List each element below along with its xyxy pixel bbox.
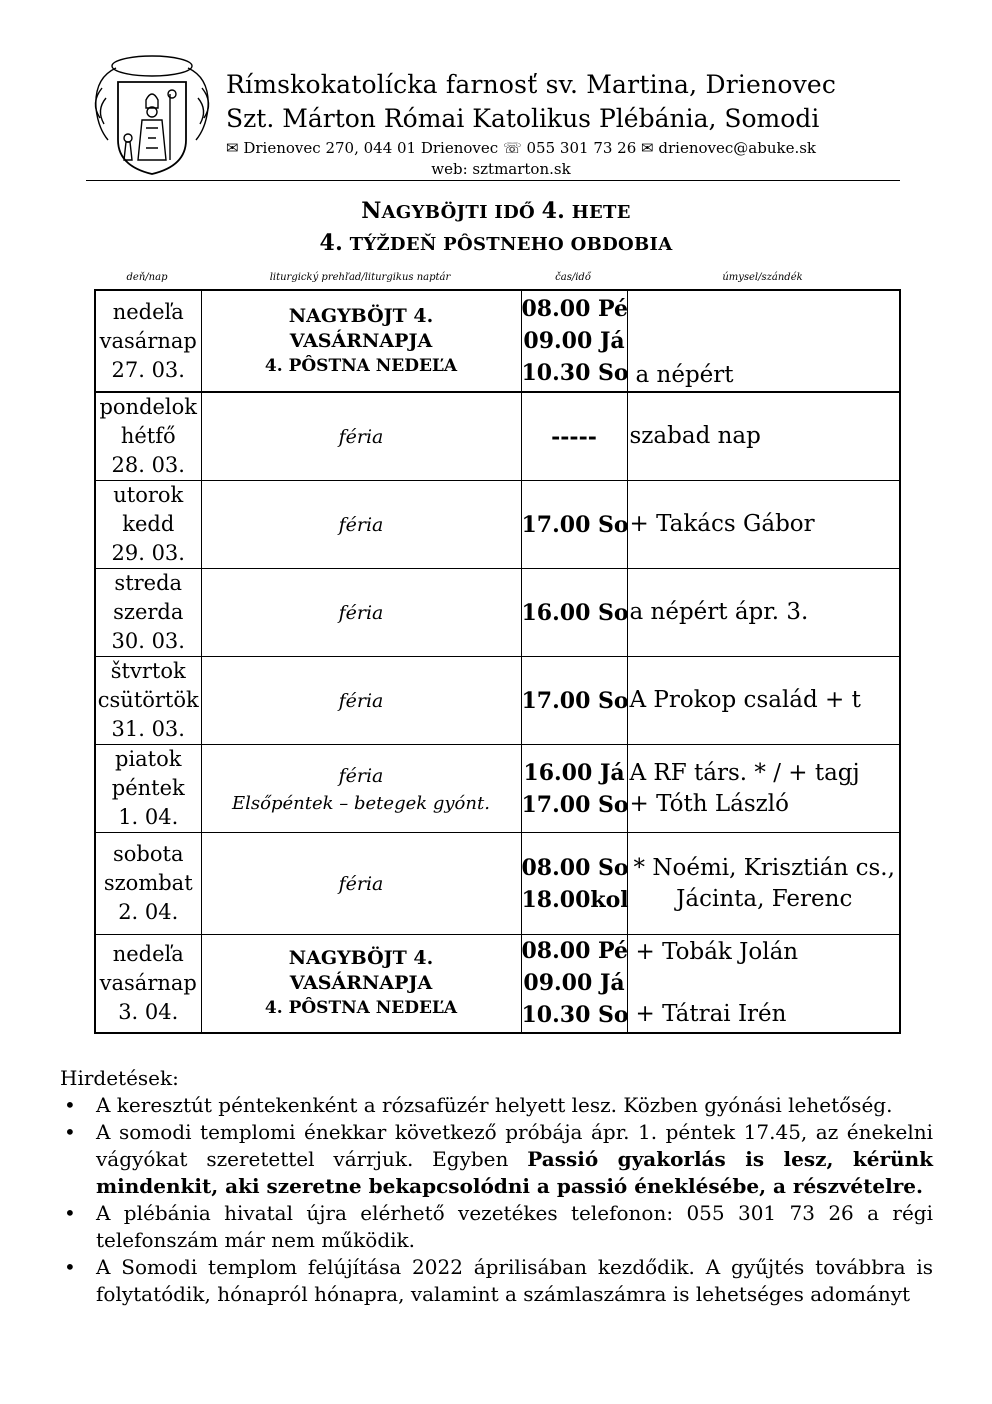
liturgy-cell — [201, 657, 521, 745]
intention-line: + Tobák Jolán — [635, 938, 799, 965]
time-line: 08.00 So — [521, 854, 629, 881]
intention-line: A RF társ. * / + tagj — [629, 759, 860, 786]
time-line: ----- — [551, 423, 597, 450]
day-line: csütörtök — [97, 688, 199, 712]
email-icon: ✉ — [641, 139, 654, 157]
time-line: 08.00 Pé — [521, 296, 628, 322]
liturgy-line: VASÁRNAPJA — [289, 971, 433, 994]
title-hungarian: NAGYBÖJTI IDŐ 4. HETE — [361, 198, 631, 224]
day-cell — [95, 392, 201, 481]
day-cell — [95, 481, 201, 569]
liturgy-line: féria — [338, 513, 384, 536]
intention-line: + Tátrai Irén — [635, 1000, 787, 1027]
liturgy-cell — [201, 392, 521, 481]
liturgy-line: féria — [338, 764, 384, 787]
time-line: 09.00 Já — [523, 970, 625, 997]
table-row — [95, 481, 900, 569]
day-cell — [95, 935, 201, 1033]
intention-line: * Noémi, Krisztián cs., — [633, 854, 895, 881]
time-line: 10.30 So — [521, 1002, 629, 1029]
telephone-icon: ☏ — [502, 139, 522, 157]
time-cell — [521, 657, 627, 745]
day-line: vasárnap — [99, 328, 197, 353]
address-text: Drienovec 270, 044 01 Drienovec — [243, 139, 499, 157]
time-line: 17.00 So — [521, 791, 629, 818]
intention-cell — [627, 392, 900, 481]
bullet-icon: • — [64, 1201, 76, 1225]
envelope-icon: ✉ — [226, 139, 239, 157]
day-line: utorok — [113, 483, 184, 507]
day-cell — [95, 657, 201, 745]
day-line: péntek — [111, 776, 185, 800]
liturgy-cell — [201, 833, 521, 935]
intention-cell — [627, 745, 900, 833]
day-line: pondelok — [99, 395, 198, 419]
notice-text: A keresztút péntekenként a rózsafüzér helyett lesz. Közben gyónási lehetőség. — [96, 1093, 893, 1117]
day-cell — [95, 833, 201, 935]
website-text: web: sztmarton.sk — [431, 160, 571, 178]
intention-cell — [627, 290, 900, 392]
contact-line — [226, 139, 816, 157]
day-line: hétfő — [120, 424, 176, 448]
bullet-icon: • — [64, 1093, 76, 1117]
intention-cell — [627, 833, 900, 935]
intention-cell — [627, 569, 900, 657]
day-line: nedeľa — [112, 299, 184, 324]
day-cell — [95, 290, 201, 392]
liturgy-line: Elsőpéntek – betegek gyónt. — [232, 792, 490, 814]
phone-text: 055 301 73 26 — [526, 139, 637, 157]
list-item — [60, 1254, 933, 1308]
intention-cell — [627, 935, 900, 1033]
time-cell — [521, 833, 627, 935]
time-cell — [521, 935, 627, 1033]
day-line: szerda — [113, 600, 184, 624]
announcements-list — [60, 1092, 933, 1308]
liturgy-line: féria — [338, 872, 384, 895]
day-line: 27. 03. — [111, 357, 185, 382]
intention-line: A Prokop család + t — [629, 687, 861, 713]
email-text: drienovec@abuke.sk — [658, 139, 817, 157]
time-line: 16.00 Já — [523, 759, 625, 786]
time-line: 10.30 So — [521, 360, 629, 386]
day-line: štvrtok — [110, 659, 186, 683]
day-line: nedeľa — [112, 941, 184, 966]
notice-text: A somodi templomi énekkar következő próbája ápr. 1. péntek 17.45, az énekelni vágyókat szeretettel várrjuk. Egyben — [96, 1120, 933, 1171]
intention-line: Jácinta, Ferenc — [676, 885, 853, 912]
bullet-icon: • — [64, 1120, 76, 1144]
intention-line — [630, 298, 900, 329]
intention-line: szabad nap — [629, 423, 761, 449]
day-line: szombat — [103, 871, 193, 895]
time-line: 16.00 So — [521, 599, 629, 626]
day-line: 30. 03. — [111, 629, 185, 653]
column-header-intention: úmysel/szándék — [722, 272, 803, 283]
time-line: 09.00 Já — [523, 328, 625, 354]
table-row — [95, 935, 900, 1033]
intention-cell — [627, 481, 900, 569]
intention-line: + Tóth László — [629, 790, 789, 817]
day-cell — [95, 745, 201, 833]
time-line: 17.00 So — [521, 511, 629, 538]
time-line: 18.00kol — [521, 886, 629, 913]
intention-line — [630, 968, 900, 999]
table-row — [95, 392, 900, 481]
liturgy-line: VASÁRNAPJA — [289, 329, 433, 352]
liturgy-line: 4. PÔSTNA NEDEĽA — [264, 355, 458, 376]
intention-cell — [627, 657, 900, 745]
parish-name-hungarian: Szt. Márton Római Katolikus Plébánia, Somodi — [226, 104, 820, 133]
intention-line — [630, 329, 900, 360]
column-header-time: čas/idő — [555, 272, 591, 283]
title-slovak: 4. TÝŽDEŇ PÔSTNEHO OBDOBIA — [319, 230, 673, 256]
table-row — [95, 657, 900, 745]
table-row — [95, 833, 900, 935]
table-row — [95, 290, 900, 392]
liturgy-line: féria — [338, 601, 384, 624]
day-line: 1. 04. — [118, 805, 179, 829]
liturgy-cell — [201, 481, 521, 569]
liturgy-cell — [201, 569, 521, 657]
time-cell — [521, 481, 627, 569]
time-cell — [521, 569, 627, 657]
intention-line: a népért ápr. 3. — [629, 599, 809, 625]
announcements-heading: Hirdetések: — [60, 1066, 179, 1090]
list-item — [60, 1200, 933, 1254]
parish-name-slovak: Rímskokatolícka farnosť sv. Martina, Drienovec — [226, 70, 837, 99]
day-line: 31. 03. — [111, 717, 185, 741]
table-row — [95, 569, 900, 657]
intention-line: a népért — [635, 362, 734, 388]
time-cell — [521, 290, 627, 392]
time-cell — [521, 745, 627, 833]
day-line: piatok — [115, 747, 182, 771]
day-line: 3. 04. — [118, 999, 179, 1024]
liturgy-cell — [201, 935, 521, 1033]
liturgy-line: féria — [338, 689, 384, 712]
time-line: 17.00 So — [521, 687, 629, 714]
time-cell — [521, 392, 627, 481]
notice-bold-text: Passió gyakorlás is lesz, kérünk mindenkit, aki szeretne bekapcsolódni a passió éneklésébe, a részvételre. — [96, 1147, 933, 1198]
parish-crest-logo — [86, 48, 218, 178]
day-line: vasárnap — [99, 970, 197, 995]
list-item — [60, 1092, 933, 1119]
day-line: kedd — [122, 512, 175, 536]
bullet-icon: • — [64, 1255, 76, 1279]
header-divider — [86, 180, 900, 181]
liturgy-line: NAGYBÖJT 4. — [288, 946, 434, 969]
table-row — [95, 745, 900, 833]
day-line: 29. 03. — [111, 541, 185, 565]
mass-schedule-table — [94, 289, 901, 1034]
list-item — [60, 1119, 933, 1200]
intention-line: + Takács Gábor — [629, 511, 815, 537]
liturgy-line: féria — [338, 425, 384, 448]
column-header-liturgy: liturgický prehľad/liturgikus naptár — [269, 272, 451, 283]
day-line: 2. 04. — [118, 900, 179, 924]
day-cell — [95, 569, 201, 657]
day-line: streda — [114, 571, 183, 595]
liturgy-cell — [201, 290, 521, 392]
column-header-day: deň/nap — [126, 272, 168, 283]
announcements — [60, 1066, 933, 1308]
liturgy-line: NAGYBÖJT 4. — [288, 304, 434, 327]
notice-text: A plébánia hivatal újra elérhető vezetékes telefonon: 055 301 73 26 a régi telefonszám már nem működik. — [96, 1201, 933, 1252]
day-line: sobota — [113, 842, 184, 866]
liturgy-cell — [201, 745, 521, 833]
time-line: 08.00 Pé — [521, 938, 628, 965]
liturgy-line: 4. PÔSTNA NEDEĽA — [264, 997, 458, 1018]
day-line: 28. 03. — [111, 453, 185, 477]
notice-text: A Somodi templom felújítása 2022 áprilisában kezdődik. A gyűjtés továbbra is folytatódik, hónapról hónapra, valamint a számlaszámra is lehetséges adományt — [96, 1255, 933, 1306]
